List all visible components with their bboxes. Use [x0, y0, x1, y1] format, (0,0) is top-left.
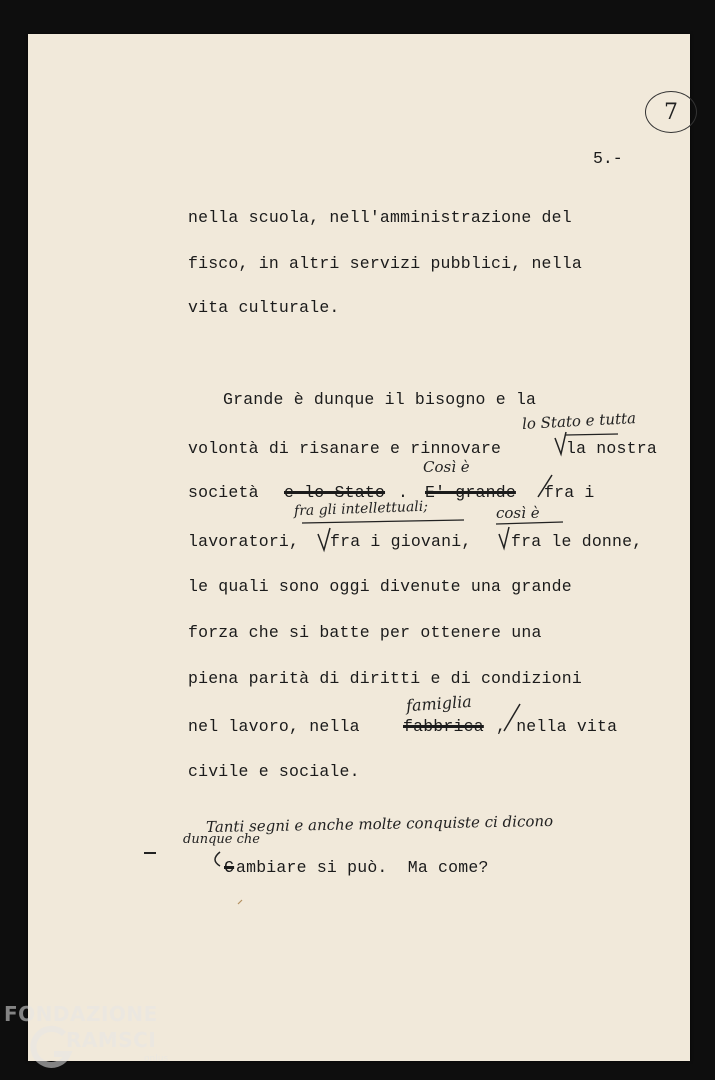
typed-line-11a: nel lavoro, nella [188, 717, 360, 736]
insertion-caret-1 [555, 432, 566, 454]
typed-line-11c: , nella vita [496, 717, 618, 736]
insertion-hook [215, 852, 220, 866]
underline-stato [566, 434, 618, 435]
slash-mark [538, 475, 552, 497]
typed-line-1: nella scuola, nell'amministrazione del [188, 208, 572, 227]
handwritten-intellettuali: fra gli intellettuali; [293, 498, 429, 520]
document-page [28, 34, 690, 1061]
typed-line-4: Grande è dunque il bisogno e la [223, 390, 537, 409]
watermark-line-3: onlus [144, 1054, 169, 1064]
typed-line-5a: volontà di risanare e rinnovare [188, 439, 502, 458]
typed-line-8: le quali sono oggi divenute una grande [188, 577, 572, 596]
handwritten-lo-stato: lo Stato e tutta [521, 409, 637, 433]
typed-line-6e: fra i [544, 483, 595, 502]
handwritten-famiglia: famiglia [405, 691, 473, 716]
page-number: 5.- [593, 149, 623, 168]
typed-line-3: vita culturale. [188, 298, 340, 317]
typed-line-12: civile e sociale. [188, 762, 360, 781]
typed-line-6a: società [188, 483, 259, 502]
handwritten-dunque-che: dunque che [183, 832, 260, 847]
slash-famiglia [504, 704, 520, 731]
handwritten-cosi-2: così è [496, 504, 540, 522]
insertion-caret-2 [318, 528, 330, 550]
typed-line-13: ambiare si può. Ma come? [236, 858, 489, 877]
underline-intellettuali [302, 520, 464, 523]
ink-speck [238, 900, 242, 904]
struck-text-fabbrica: fabbrica [403, 717, 484, 736]
watermark-line-1: FONDAZIONE [4, 1002, 158, 1026]
archive-page-number: 7 [645, 91, 697, 133]
typed-line-10: piena parità di diritti e di condizioni [188, 669, 582, 688]
handwritten-tanti-segni: Tanti segni e anche molte conquiste ci dicono [205, 811, 554, 837]
fondazione-gramsci-watermark [4, 1002, 184, 1077]
typed-line-5b: la nostra [566, 439, 657, 458]
insertion-caret-3 [499, 527, 509, 548]
typed-line-7b: fra i giovani, [330, 532, 472, 551]
typed-line-9: forza che si batte per ottenere una [188, 623, 542, 642]
handwritten-cosi-1: Così è [423, 458, 470, 476]
struck-letter-c: C [224, 858, 235, 877]
typed-line-6-period: . [398, 483, 409, 502]
watermark-line-2: RAMSCI [66, 1028, 157, 1052]
typed-line-7a: lavoratori, [188, 532, 300, 551]
struck-text-e-grande: E' grande [425, 483, 516, 502]
underline-cosi [496, 522, 563, 524]
typed-line-2: fisco, in altri servizi pubblici, nella [188, 254, 582, 273]
pen-marks [28, 34, 690, 1061]
typed-line-7c: fra le donne, [511, 532, 643, 551]
struck-text-lo-stato: e lo Stato [284, 483, 386, 502]
